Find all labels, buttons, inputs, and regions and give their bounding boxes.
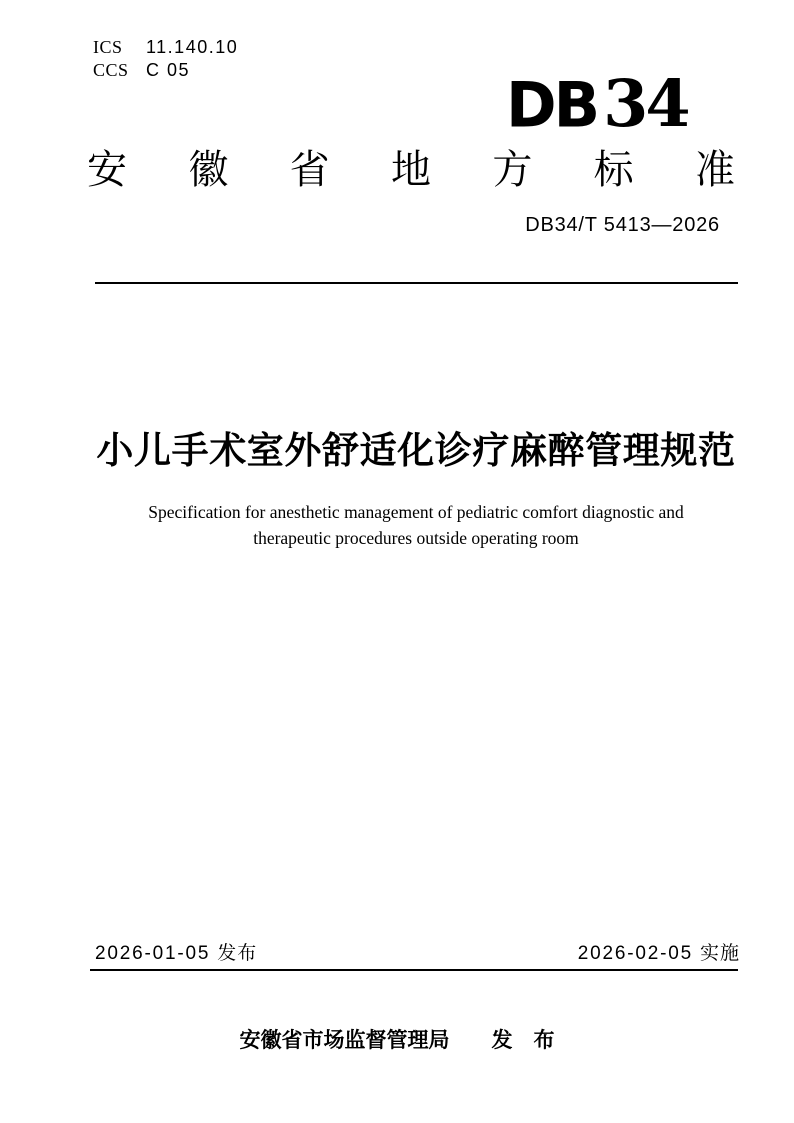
ccs-code-row (93, 59, 238, 82)
category-char: 安 (87, 148, 127, 192)
ccs-value: C 05 (146, 60, 191, 80)
standard-category-row (87, 148, 735, 192)
implementation-date: 2026-02-05 (577, 943, 693, 964)
issue-date-group (95, 943, 257, 965)
footer-divider-rule (90, 969, 738, 971)
issue-label: 发布 (217, 943, 258, 964)
ics-value: 11.140.10 (146, 37, 239, 57)
publisher-agency: 安徽省市场监督管理局 (239, 1029, 450, 1052)
category-char: 徽 (188, 148, 229, 192)
publisher-footer (0, 1024, 794, 1054)
ics-code-row (93, 36, 238, 59)
category-char: 标 (593, 148, 634, 192)
dates-row (95, 943, 740, 965)
issue-date: 2026-01-05 (95, 943, 211, 964)
category-char: 方 (492, 148, 533, 192)
category-char: 地 (390, 148, 431, 192)
document-title-en-line2: therapeutic procedures outside operating room (253, 528, 579, 548)
document-title-en-line1: Specification for anesthetic management of pediatric comfort diagnostic and (148, 502, 684, 522)
category-char: 准 (694, 148, 735, 192)
db34-logo-number: 34 (603, 66, 688, 142)
implementation-date-group (578, 943, 740, 965)
document-title-en (95, 499, 737, 551)
db34-logo-prefix: DB (506, 69, 598, 142)
ics-label: ICS (93, 37, 123, 57)
publisher-action: 发 布 (491, 1029, 555, 1052)
implementation-label: 实施 (699, 943, 740, 964)
header-divider-rule (95, 282, 738, 284)
standard-code: DB34/T 5413—2026 (525, 214, 720, 236)
category-char: 省 (289, 148, 330, 192)
document-title-cn: 小儿手术室外舒适化诊疗麻醉管理规范 (96, 430, 736, 471)
db34-logo (506, 66, 688, 142)
ccs-label: CCS (93, 60, 129, 80)
classification-codes (93, 36, 238, 82)
